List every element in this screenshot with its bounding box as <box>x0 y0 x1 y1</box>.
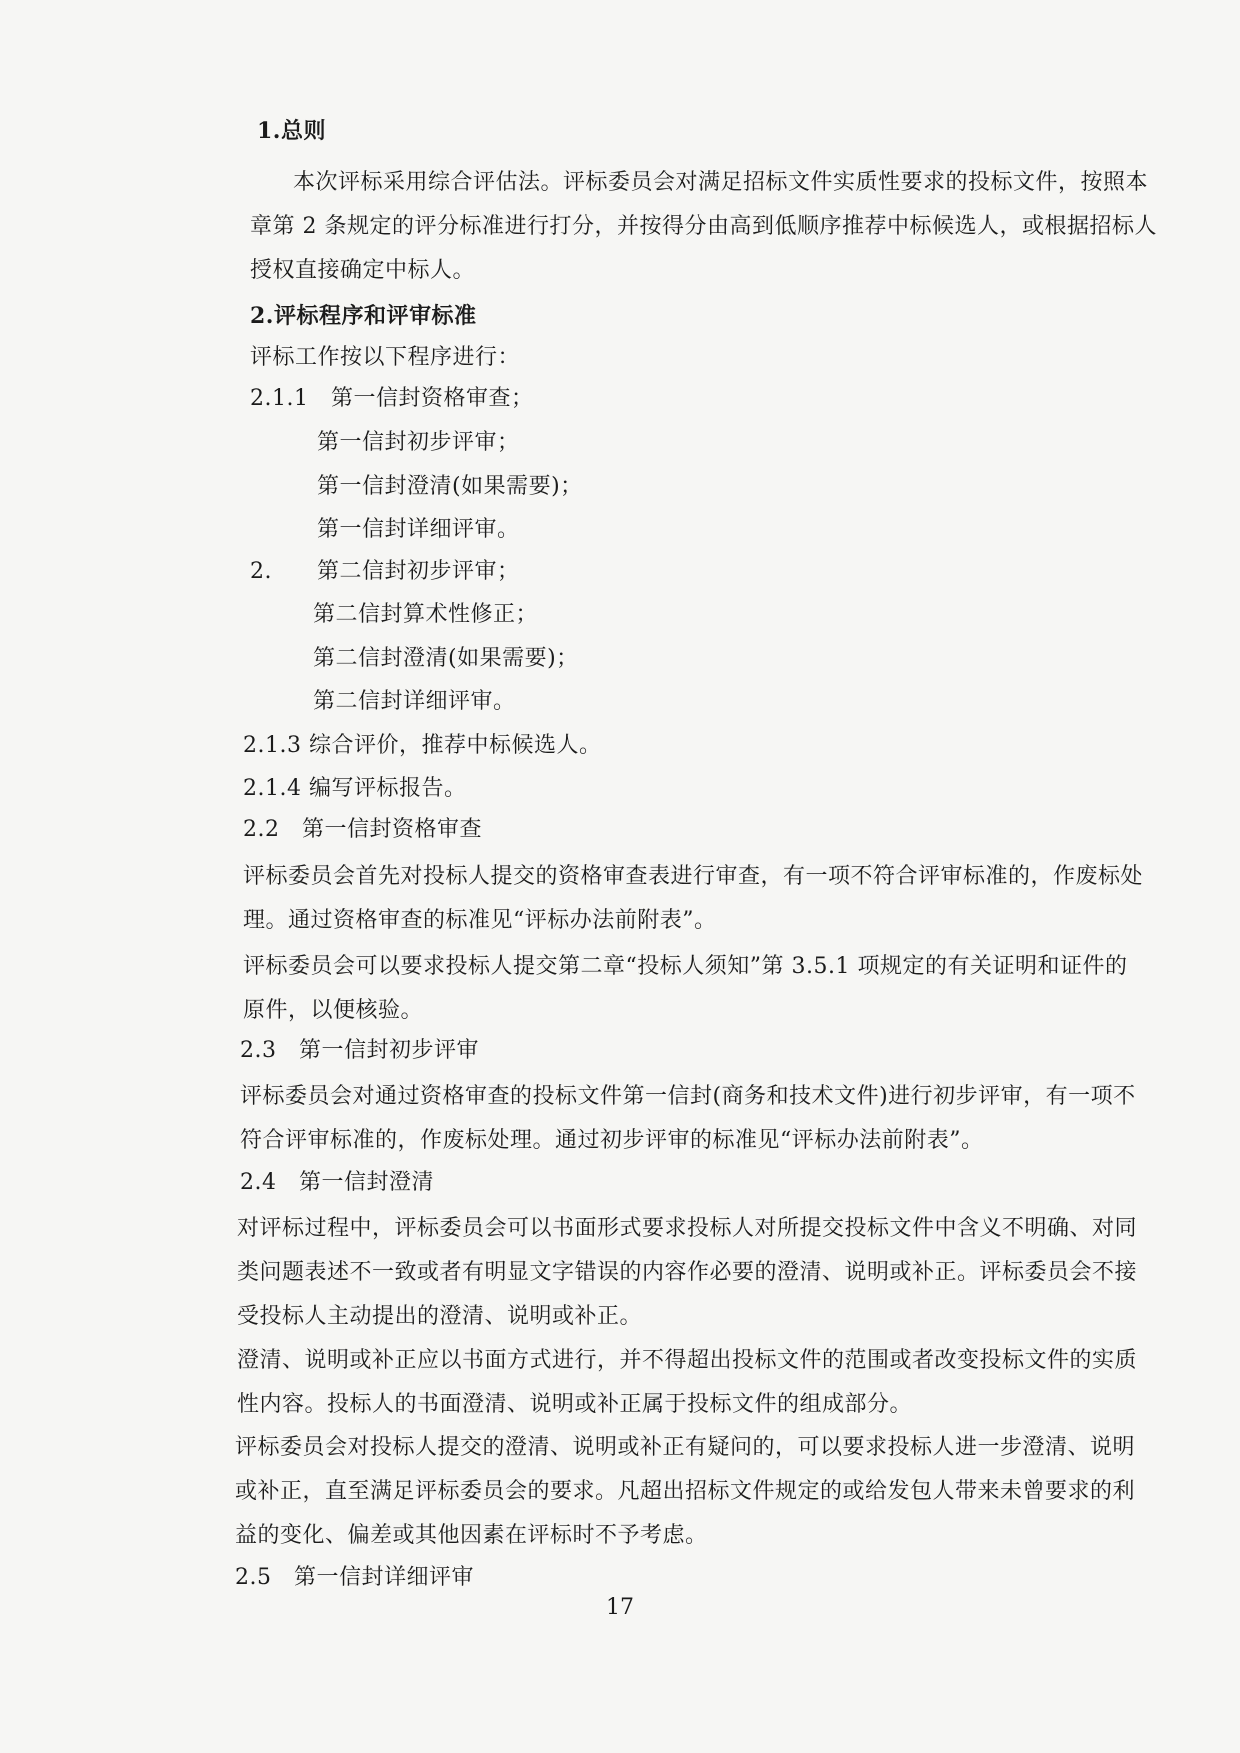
paragraph-line: 章第 2 条规定的评分标准进行打分，并按得分由高到低顺序推荐中标候选人，或根据招标人 <box>250 214 1157 239</box>
subsection-heading: 2.3 第一信封初步评审 <box>240 1038 479 1063</box>
paragraph-line: 受投标人主动提出的澄清、说明或补正。 <box>237 1304 643 1329</box>
paragraph-line: 原件，以便核验。 <box>243 998 424 1023</box>
list-item: 2.1.4 编写评标报告。 <box>243 776 467 801</box>
list-item: 第二信封详细评审。 <box>313 689 516 714</box>
paragraph-line: 性内容。投标人的书面澄清、说明或补正属于投标文件的组成部分。 <box>237 1392 913 1417</box>
section-heading-general: 1.总则 <box>257 118 326 144</box>
paragraph-line: 评标委员会可以要求投标人提交第二章“投标人须知”第 3.5.1 项规定的有关证明和证件的 <box>243 954 1128 979</box>
paragraph-line: 评标工作按以下程序进行： <box>250 345 521 370</box>
section-heading-procedure: 2.评标程序和评审标准 <box>250 303 477 329</box>
subsection-heading: 2.2 第一信封资格审查 <box>243 817 482 842</box>
paragraph-line: 评标委员会对投标人提交的澄清、说明或补正有疑问的，可以要求投标人进一步澄清、说明 <box>235 1435 1136 1460</box>
list-item: 第一信封初步评审； <box>317 430 520 455</box>
list-item: 第二信封澄清(如果需要)； <box>313 646 579 671</box>
list-item: 2. 第二信封初步评审； <box>250 559 520 584</box>
paragraph-line: 益的变化、偏差或其他因素在评标时不予考虑。 <box>235 1523 708 1548</box>
paragraph-line: 符合评审标准的，作废标处理。通过初步评审的标准见“评标办法前附表”。 <box>240 1128 984 1153</box>
paragraph-line: 类问题表述不一致或者有明显文字错误的内容作必要的澄清、说明或补正。评标委员会不接 <box>237 1260 1138 1285</box>
list-item: 第一信封详细评审。 <box>317 517 520 542</box>
paragraph-line: 授权直接确定中标人。 <box>250 258 476 283</box>
paragraph-line: 或补正，直至满足评标委员会的要求。凡超出招标文件规定的或给发包人带来未曾要求的利 <box>235 1479 1136 1504</box>
page-number: 17 <box>606 1595 634 1620</box>
paragraph-line: 评标委员会对通过资格审查的投标文件第一信封(商务和技术文件)进行初步评审，有一项不 <box>240 1084 1136 1109</box>
paragraph-line: 本次评标采用综合评估法。评标委员会对满足招标文件实质性要求的投标文件，按照本 <box>293 170 1149 195</box>
list-item: 第一信封澄清(如果需要)； <box>317 474 583 499</box>
subsection-heading: 2.5 第一信封详细评审 <box>235 1565 474 1590</box>
paragraph-line: 理。通过资格审查的标准见“评标办法前附表”。 <box>243 908 717 933</box>
paragraph-line: 澄清、说明或补正应以书面方式进行，并不得超出投标文件的范围或者改变投标文件的实质 <box>237 1348 1138 1373</box>
list-item: 2.1.1 第一信封资格审查； <box>250 386 534 411</box>
paragraph-line: 对评标过程中，评标委员会可以书面形式要求投标人对所提交投标文件中含义不明确、对同 <box>237 1216 1138 1241</box>
list-item: 第二信封算术性修正； <box>313 602 539 627</box>
subsection-heading: 2.4 第一信封澄清 <box>240 1170 434 1195</box>
list-item: 2.1.3 综合评价，推荐中标候选人。 <box>243 733 602 758</box>
paragraph-line: 评标委员会首先对投标人提交的资格审查表进行审查，有一项不符合评审标准的，作废标处 <box>243 864 1144 889</box>
